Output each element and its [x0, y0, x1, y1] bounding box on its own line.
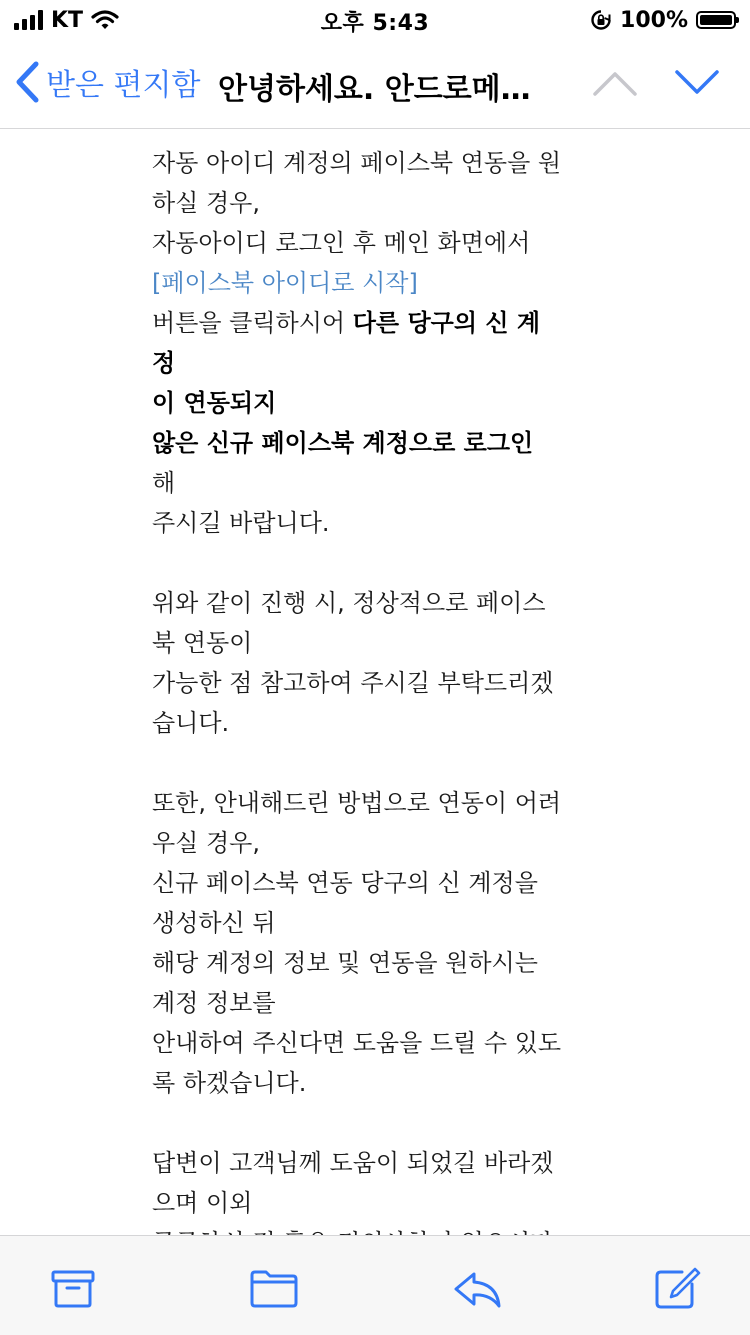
body-line — [152, 423, 562, 503]
reply-button[interactable] — [452, 1266, 504, 1312]
body-line: 가능한 점 참고하여 주시길 부탁드리겠 — [152, 669, 554, 697]
compose-icon — [652, 1266, 704, 1312]
body-line: 안내하여 주신다면 도움을 드릴 수 있도 — [152, 1029, 562, 1057]
back-button[interactable] — [14, 60, 200, 104]
body-line: 해당 계정의 정보 및 연동을 원하시는 — [152, 949, 538, 977]
bold-text: 이 연동되지 — [152, 389, 277, 417]
next-message-button[interactable] — [672, 62, 722, 102]
bold-text: 않은 신규 페이스북 계정으로 로그인 — [152, 429, 534, 457]
message-subject-title: 안녕하세요. 안드로메… — [218, 72, 531, 107]
body-line: 신규 페이스북 연동 당구의 신 계정을 — [152, 869, 538, 897]
body-line — [152, 303, 562, 383]
body-line: 우실 경우, — [152, 829, 260, 857]
status-time: 오후 5:43 — [320, 11, 430, 36]
message-body — [152, 143, 562, 1303]
previous-message-button[interactable] — [590, 62, 640, 102]
chevron-left-icon — [14, 60, 40, 104]
status-bar — [0, 0, 750, 40]
body-line: 위와 같이 진행 시, 정상적으로 페이스 — [152, 589, 546, 617]
body-text-span: 버튼을 클릭하시어 — [152, 309, 353, 337]
folder-icon — [248, 1266, 300, 1312]
body-line: 북 연동이 — [152, 629, 253, 657]
battery-percent: 100% — [620, 7, 688, 33]
navigation-bar — [0, 40, 750, 129]
bold-text: 다른 당구의 신 계정 — [152, 309, 541, 377]
archive-icon — [48, 1266, 100, 1312]
archive-button[interactable] — [48, 1266, 100, 1312]
move-to-folder-button[interactable] — [248, 1266, 300, 1312]
battery-icon — [696, 11, 736, 29]
body-line: 으며 이외 — [152, 1189, 253, 1217]
compose-button[interactable] — [652, 1266, 704, 1312]
orientation-lock-icon — [590, 9, 612, 31]
facebook-start-link[interactable]: [페이스북 아이디로 시작] — [152, 269, 418, 297]
body-text-span: 해 — [152, 469, 176, 497]
bottom-toolbar — [0, 1235, 750, 1335]
carrier-label: KT — [51, 7, 84, 33]
chevron-down-icon — [672, 62, 722, 102]
body-line: 록 하겠습니다. — [152, 1069, 307, 1097]
body-line: 또한, 안내해드린 방법으로 연동이 어려 — [152, 789, 562, 817]
status-right — [590, 6, 736, 34]
chevron-up-icon — [590, 62, 640, 102]
body-line: 하실 경우, — [152, 189, 260, 217]
message-body-scroll[interactable] — [0, 129, 750, 1235]
body-line: 자동아이디 로그인 후 메인 화면에서 — [152, 229, 531, 257]
body-line: 계정 정보를 — [152, 989, 276, 1017]
back-button-label: 받은 편지함 — [46, 68, 201, 103]
body-line: 답변이 고객님께 도움이 되었길 바라겠 — [152, 1149, 554, 1177]
reply-icon — [452, 1266, 504, 1312]
body-line: 자동 아이디 계정의 페이스북 연동을 원 — [152, 149, 562, 177]
body-line: 주시길 바랍니다. — [152, 509, 330, 537]
body-line: 생성하신 뒤 — [152, 909, 276, 937]
body-line: 습니다. — [152, 709, 230, 737]
